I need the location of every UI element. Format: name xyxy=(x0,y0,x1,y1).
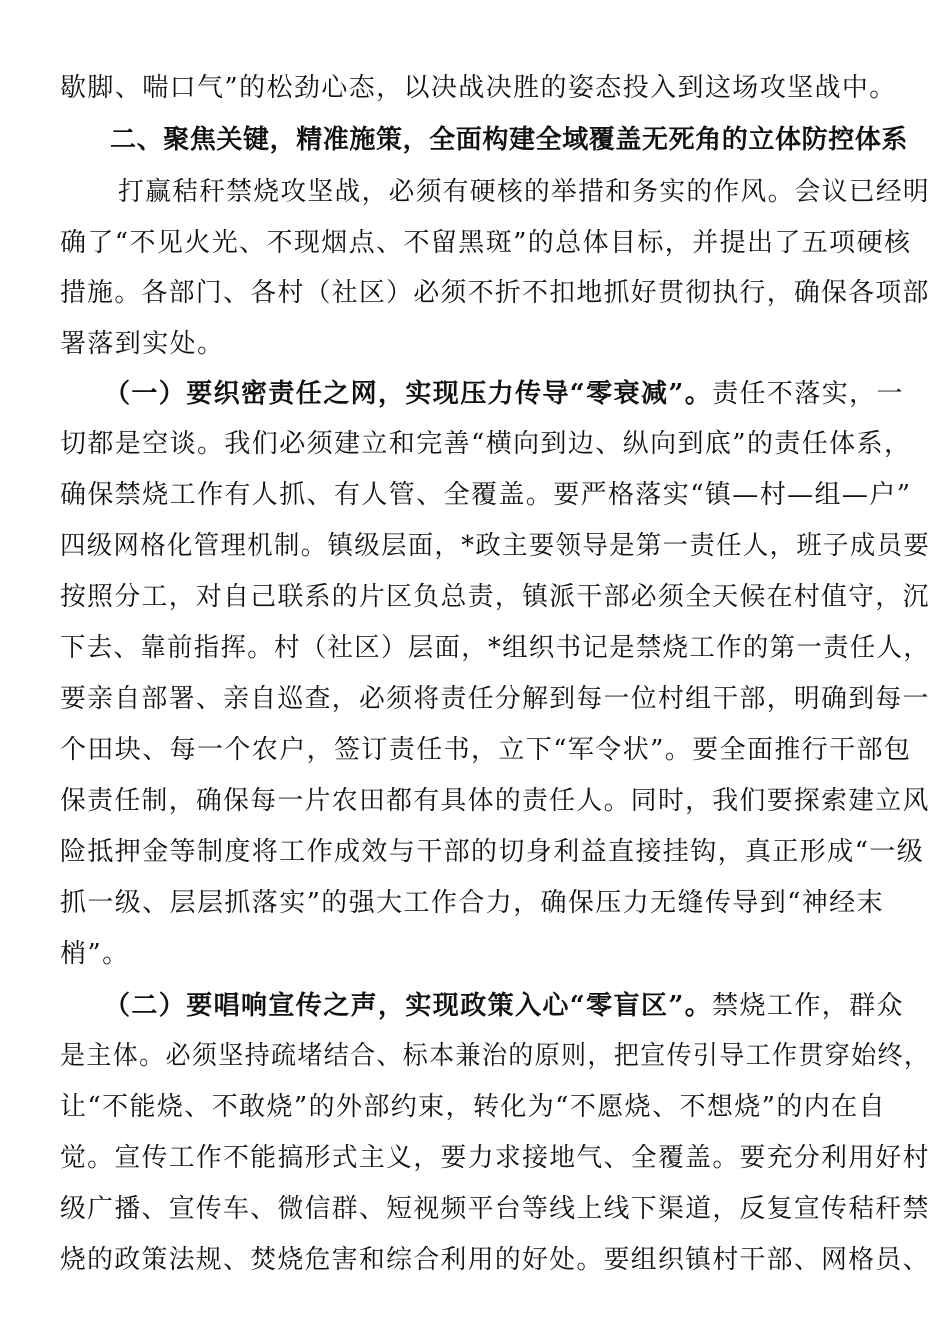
paragraph-line: 按照分工，对自己联系的片区负总责，镇派干部必须全天候在村值守，沉 xyxy=(60,582,930,612)
paragraph-line: 觉。宣传工作不能搞形式主义，要力求接地气、全覆盖。要充分利用好村 xyxy=(60,1143,930,1173)
paragraph-first-line xyxy=(104,378,904,410)
section-heading: 二、聚焦关键，精准施策，全面构建全域覆盖无死角的立体防控体系 xyxy=(110,125,909,155)
subsection-title: （二）要唱响宣传之声，实现政策入心“零盲区”。 xyxy=(104,991,713,1021)
paragraph-line: 险抵押金等制度将工作成效与干部的切身利益直接挂钩，真正形成“一级 xyxy=(60,837,925,867)
paragraph-line: 要亲自部署、亲自巡查，必须将责任分解到每一位村组干部，明确到每一 xyxy=(60,684,930,714)
paragraph-line: 打赢秸秆禁烧攻坚战，必须有硬核的举措和务实的作风。会议已经明 xyxy=(118,177,930,207)
paragraph-line: 保责任制，确保每一片农田都有具体的责任人。同时，我们要探索建立风 xyxy=(60,786,930,816)
paragraph-line: 措施。各部门、各村（社区）必须不折不扣地抓好贯彻执行，确保各项部 xyxy=(60,278,930,308)
paragraph-line: 级广播、宣传车、微信群、短视频平台等线上线下渠道，反复宣传秸秆禁 xyxy=(60,1194,930,1224)
paragraph-line: 确了“不见火光、不现烟点、不留黑斑”的总体目标，并提出了五项硬核 xyxy=(60,228,912,258)
paragraph-line: 歇脚、喘口气”的松劲心态，以决战决胜的姿态投入到这场攻坚战中。 xyxy=(60,73,897,103)
subsection-title: （一）要织密责任之网，实现压力传导“零衰减”。 xyxy=(104,379,713,409)
paragraph-line: 梢”。 xyxy=(60,939,130,969)
paragraph-line: 让“不能烧、不敢烧”的外部约束，转化为“不愿烧、不想烧”的内在自 xyxy=(60,1092,886,1122)
paragraph-text: 禁烧工作，群众 xyxy=(712,991,904,1021)
paragraph-line: 是主体。必须坚持疏堵结合、标本兼治的原则，把宣传引导工作贯穿始终， xyxy=(60,1041,931,1071)
paragraph-line: 四级网格化管理机制。镇级层面，*政主要领导是第一责任人，班子成员要 xyxy=(60,531,931,561)
paragraph-line: 下去、靠前指挥。村（社区）层面，*组织书记是禁烧工作的第一责任人， xyxy=(60,633,931,663)
paragraph-text: 责任不落实，一 xyxy=(712,379,904,409)
paragraph-line: 切都是空谈。我们必须建立和完善“横向到边、纵向到底”的责任体系， xyxy=(60,429,912,459)
paragraph-line: 确保禁烧工作有人抓、有人管、全覆盖。要严格落实“镇—村—组—户” xyxy=(60,480,912,510)
paragraph-line: 署落到实处。 xyxy=(60,329,225,359)
paragraph-line: 个田块、每一个农户，签订责任书，立下“军令状”。要全面推行干部包 xyxy=(60,735,912,765)
paragraph-first-line xyxy=(104,990,904,1022)
paragraph-line: 抓一级、层层抓落实”的强大工作合力，确保压力无缝传导到“神经末 xyxy=(60,888,884,918)
paragraph-line: 烧的政策法规、焚烧危害和综合利用的好处。要组织镇村干部、网格员、 xyxy=(60,1245,930,1275)
